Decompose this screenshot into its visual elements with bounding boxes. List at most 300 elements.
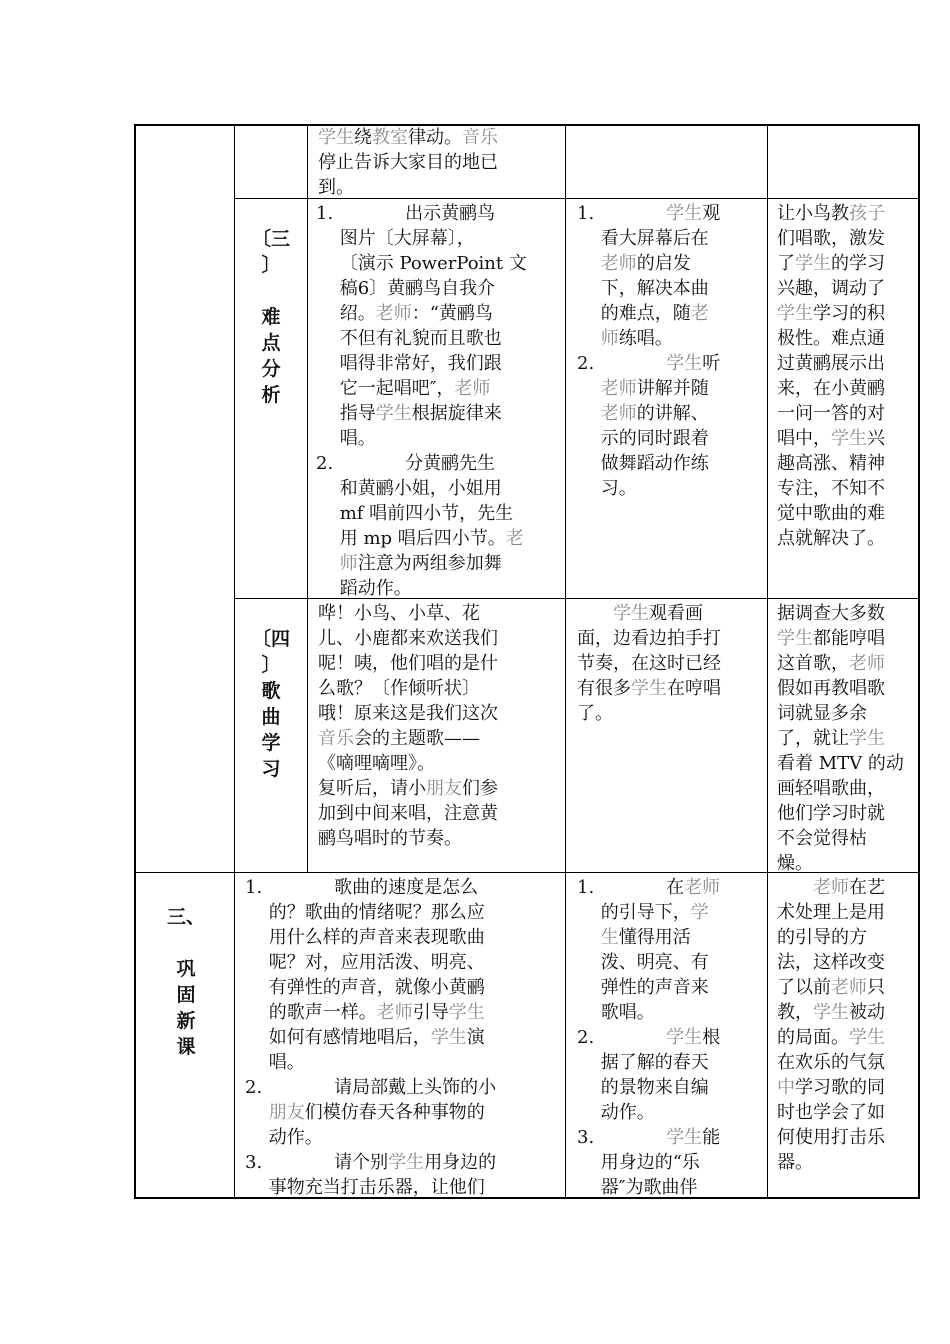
cell-line [777,426,917,451]
text-run: 的局面。 [777,1027,849,1048]
text-run: 观 [702,203,721,224]
cell-line [777,1150,917,1175]
text-run: 演 [466,1027,485,1048]
cell-line [577,900,765,925]
cell-line [577,426,765,451]
text-run: 图片〔大屏幕〕， [316,228,475,249]
row3-intent-cell [777,601,917,876]
text-run: 1. 歌曲的速度是怎么 [245,877,479,898]
cell-line [316,476,562,501]
cell-line [245,925,563,950]
divider-student-intent [767,124,768,1198]
highlighted-term: 老师 [376,1002,413,1023]
text-run: 有很多 [577,678,631,699]
text-run: 唱得非常好，我们跟 [316,353,502,374]
cell-line [777,501,917,526]
cell-line [577,326,765,351]
cell-line [577,1050,765,1075]
highlighted-term: 学生 [777,628,813,649]
text-run: 的引导下， [577,902,691,923]
highlighted-term: 老师 [375,303,412,324]
cell-line [245,1175,563,1200]
section-label-char: 课 [176,1036,196,1058]
text-run: 引导 [412,1002,449,1023]
text-run [577,927,601,948]
text-run: 燥。 [777,853,813,874]
text-run: 〔演示 PowerPoint 文 [316,253,527,274]
text-run: 们模仿春天各种事物的 [304,1102,485,1123]
cell-line [245,900,563,925]
cell-line [577,226,765,251]
text-run: 被动 [849,1002,885,1023]
text-run: 这首歌， [777,653,849,674]
highlighted-term: 学生 [666,353,703,374]
cell-line [777,1100,917,1125]
text-run: 习。 [577,478,637,499]
text-run: 3. [577,1127,667,1148]
text-run: 学习歌的同 [795,1077,885,1098]
text-run: 绕 [354,127,372,148]
text-run: 的歌声一样。 [245,1002,377,1023]
cell-line [577,1000,765,1025]
text-run: 观看画 [649,603,703,624]
table-border-left [134,124,136,1198]
text-run: 用身边的 [424,1152,497,1173]
text-run: 在哼唱 [667,678,721,699]
cell-line [777,476,917,501]
highlighted-term: 音乐 [318,728,354,749]
highlighted-term: 学生 [666,203,703,224]
text-run: 时也学会了如 [777,1102,885,1123]
text-run: 2. [577,1027,667,1048]
cell-line [577,376,765,401]
text-run: 注意为两组参加舞 [357,553,502,574]
text-run: 的学习 [831,253,885,274]
highlighted-term: 老师 [813,877,849,898]
text-run: 法，这样改变 [777,952,885,973]
highlighted-term: 中 [777,1077,795,1098]
cell-line [245,975,563,1000]
row2-student-cell [577,201,765,501]
text-run: 器。 [777,1152,813,1173]
text-run: 哗！小鸟、小草、花 [318,603,480,624]
text-run: 据调查大多数 [777,603,885,624]
section-label-char: 点 [261,332,281,354]
highlighted-term: 老师 [849,653,885,674]
row2-section-label [240,226,302,408]
cell-line [777,626,917,651]
cell-line [777,526,917,551]
cell-line [577,476,765,501]
cell-line [777,401,917,426]
text-run: 在艺 [849,877,885,898]
text-run: 觉中歌曲的难 [777,503,885,524]
cell-line [777,851,917,876]
cell-line [316,551,562,576]
highlighted-term: 学生 [388,1152,425,1173]
text-run: 它一起唱吧″， [316,378,455,399]
cell-line [577,601,765,626]
highlighted-term: 师 [600,328,619,349]
text-run: 稿6〕黄鹂鸟自我介 [316,278,496,299]
cell-line [777,601,917,626]
cell-line [316,301,562,326]
section-label-char: 〔三 [251,228,290,250]
cell-line [577,401,765,426]
cell-line [777,751,917,776]
text-run: 2. 分黄鹂先生 [316,453,496,474]
cell-line [777,925,917,950]
section-label-char: 巩 [176,958,196,980]
text-run: 绍。 [316,303,376,324]
text-run: 只 [867,977,885,998]
cell-line [577,1175,765,1200]
section-label-char: 〔四 [251,628,290,650]
text-run [577,253,601,274]
text-run: 哦！原来这是我们这次 [318,703,498,724]
cell-line [245,1100,563,1125]
highlighted-term: 老师 [600,378,637,399]
cell-line [245,1025,563,1050]
highlighted-term: 老师 [600,403,637,424]
text-run: 假如再教唱歌 [777,678,885,699]
text-run: 何使用打击乐 [777,1127,885,1148]
highlighted-term: 老 [690,303,709,324]
text-run: 《嘀哩嘀哩》。 [318,753,435,774]
text-run: 专注，不知不 [777,478,885,499]
cell-line [316,451,562,476]
cell-line [577,301,765,326]
cell-line [318,801,562,826]
section-label-char: 歌 [261,680,281,702]
text-run [577,603,613,624]
highlighted-term: 学生 [813,1002,849,1023]
text-run: 趣高涨、精神 [777,453,885,474]
row3-teacher-cell [318,601,562,851]
text-run: 停止告诉大家目的地已 [318,152,498,173]
cell-line [318,125,562,150]
cell-line [777,1000,917,1025]
table-border-right [918,124,920,1198]
cell-line [577,276,765,301]
cell-line [245,1125,563,1150]
text-run: 练唱。 [618,328,673,349]
highlighted-term: 朋友 [426,778,462,799]
text-run: 唱。 [245,1052,305,1073]
highlighted-term: 学生 [375,403,412,424]
text-run: 指导 [316,403,376,424]
text-run: 画轻唱歌曲， [777,778,885,799]
cell-line [577,1100,765,1125]
highlighted-term: 学生 [666,1127,703,1148]
text-run: 点就解决了。 [777,528,885,549]
text-run: 呢？对，应用活泼、明亮、 [245,952,485,973]
cell-line [318,651,562,676]
section-label-char: 固 [176,984,196,1006]
text-run: 2. 请局部戴上头饰的小 [245,1077,497,1098]
text-run: 动作。 [245,1127,323,1148]
cell-line [316,276,562,301]
text-run: 唱。 [316,428,376,449]
cell-line [316,351,562,376]
cell-line [245,1050,563,1075]
highlighted-term: 学生 [631,678,667,699]
cell-line [245,1000,563,1025]
highlighted-term: 朋友 [268,1102,305,1123]
highlighted-term: 老师 [454,378,491,399]
text-run: 鹂鸟唱时的节奏。 [318,828,462,849]
cell-line [777,251,917,276]
cell-line [777,1050,917,1075]
cell-line [777,801,917,826]
highlighted-term: 学生 [448,1002,485,1023]
highlighted-term: 生 [600,927,619,948]
text-run [777,877,813,898]
text-run: 和黄鹂小姐，小姐用 [316,478,502,499]
highlighted-term: 学生 [666,1027,703,1048]
section-label-char: 分 [261,358,281,380]
cell-line [316,326,562,351]
text-run: mf 唱前四小节，先生 [316,503,514,524]
cell-line [577,950,765,975]
highlighted-term: 老师 [684,877,721,898]
text-run: 的引导的方 [777,927,867,948]
text-run: 学习的积 [813,303,885,324]
row3-section-label [240,626,302,782]
cell-line [245,1075,563,1100]
cell-line [777,726,917,751]
cell-line [318,701,562,726]
section-label-char [240,278,302,304]
cell-line [777,276,917,301]
text-run: 了以前 [777,977,831,998]
highlighted-term: 学生 [430,1027,467,1048]
cell-line [245,1150,563,1175]
cell-line [316,376,562,401]
text-run: 根 [702,1027,721,1048]
cell-line [777,1025,917,1050]
text-run: 都能哼唱 [813,628,885,649]
row2-teacher-cell [316,201,562,601]
section-label-char: 学 [261,732,281,754]
cell-line [577,1150,765,1175]
section-label-char [146,930,226,956]
highlighted-term: 学生 [613,603,649,624]
cell-line [318,751,562,776]
cell-line [777,651,917,676]
text-run: 词就显多余 [777,703,867,724]
text-run: 们参 [462,778,498,799]
cell-line [577,351,765,376]
text-run: 过黄鹂展示出 [777,353,885,374]
highlighted-term: 老师 [831,977,867,998]
text-run: 有弹性的声音，就像小黄鹂 [245,977,485,998]
cell-line [316,401,562,426]
section-label-char: 新 [176,1010,196,1032]
row4-intent-cell [777,875,917,1175]
text-run: 能 [702,1127,721,1148]
text-run: 不但有礼貌而且歌也 [316,328,502,349]
text-run: 不会觉得枯 [777,828,867,849]
row4-student-cell [577,875,765,1200]
text-run: 极性。难点通 [777,328,885,349]
text-run: 用身边的“乐 [577,1152,700,1173]
text-run [577,378,601,399]
text-run: 1. [577,203,667,224]
cell-line [777,326,917,351]
cell-line [318,826,562,851]
cell-line [318,150,562,175]
section-label-char: 三、 [166,906,205,928]
text-run: 了 [777,253,795,274]
row4-teacher-cell [245,875,563,1200]
text-run: 复听后，请小 [318,778,426,799]
cell-line [577,875,765,900]
cell-line [318,626,562,651]
section-label-char: 习 [261,758,281,780]
section-label-char: 析 [261,384,281,406]
highlighted-term: 孩子 [849,203,885,224]
cell-line [316,251,562,276]
text-run: 事物充当打击乐器，让他们 [245,1177,485,1198]
cell-line [316,426,562,451]
cell-line [777,201,917,226]
cell-line [577,1125,765,1150]
cell-line [316,526,562,551]
text-run: 弹性的声音来 [577,977,709,998]
text-run: 教， [777,1002,813,1023]
text-run: 泼、明亮、有 [577,952,709,973]
text-run: 在欢乐的气氛 [777,1052,885,1073]
cell-line [777,875,917,900]
text-run: 了。 [577,703,613,724]
cell-line [777,975,917,1000]
highlighted-term: 教室 [372,127,408,148]
cell-line [777,451,917,476]
highlighted-term: 老 [505,528,524,549]
text-run: 用什么样的声音来表现歌曲 [245,927,485,948]
section-label-char: 〕 [261,654,281,676]
highlighted-term: 学生 [318,127,354,148]
row1-teacher-cell [318,125,562,200]
divider-sub-label [307,124,308,872]
highlighted-term: 师 [339,553,358,574]
cell-line [577,451,765,476]
text-run: 的景物来自编 [577,1077,709,1098]
row4-section-label [146,904,226,1060]
text-run: 他们学习时就 [777,803,885,824]
text-run: 让小鸟教 [777,203,849,224]
text-run [577,403,601,424]
cell-line [318,601,562,626]
cell-line [577,1075,765,1100]
text-run: 歌唱。 [577,1002,655,1023]
text-run: 了，就让 [777,728,849,749]
text-run: 唱中， [777,428,831,449]
text-run: 面，边看边拍手打 [577,628,721,649]
section-label-char: 曲 [261,706,281,728]
cell-line [777,701,917,726]
text-run: 来，在小黄鹂 [777,378,885,399]
text-run: 一问一答的对 [777,403,885,424]
text-run: 蹈动作。 [316,578,412,599]
cell-line [777,900,917,925]
text-run: 下，解决本曲 [577,278,709,299]
text-run: 听 [702,353,721,374]
text-run: 的启发 [636,253,691,274]
highlighted-term: 学生 [777,303,813,324]
text-run: 做舞蹈动作练 [577,453,709,474]
cell-line [777,376,917,401]
cell-line [316,226,562,251]
cell-line [316,501,562,526]
text-run: 1. 出示黄鹂鸟 [316,203,496,224]
text-run: 懂得用活 [618,927,691,948]
text-run: ：“黄鹂鸟 [411,303,493,324]
text-run: 兴趣，调动了 [777,278,885,299]
cell-line [577,975,765,1000]
cell-line [316,576,562,601]
cell-line [245,950,563,975]
highlighted-term: 老师 [600,253,637,274]
text-run: 看着 MTV 的动 [777,753,904,774]
cell-line [318,776,562,801]
text-run: 的讲解、 [636,403,709,424]
cell-line [318,676,562,701]
highlighted-term: 学生 [795,253,831,274]
row3-student-cell [577,601,765,726]
cell-line [577,251,765,276]
text-run: 据了解的春天 [577,1052,709,1073]
text-run: 如何有感情地唱后， [245,1027,431,1048]
text-run: 们唱歌，激发 [777,228,885,249]
text-run: 1. 在 [577,877,685,898]
text-run: 动作。 [577,1102,655,1123]
text-run: 器″为歌曲伴 [577,1177,698,1198]
cell-line [777,826,917,851]
text-run [316,553,340,574]
text-run: 律动。 [408,127,462,148]
cell-line [577,201,765,226]
section-label-char: 难 [261,306,281,328]
cell-line [577,1025,765,1050]
highlighted-term: 学生 [831,428,867,449]
cell-line [777,776,917,801]
highlighted-term: 音乐 [462,127,498,148]
cell-line [777,1125,917,1150]
cell-line [318,175,562,200]
cell-line [777,676,917,701]
cell-line [777,226,917,251]
text-run: 么歌？〔作倾听状〕 [318,678,480,699]
cell-line [316,201,562,226]
text-run: 术处理上是用 [777,902,885,923]
section-label-char: 〕 [261,254,281,276]
cell-line [577,701,765,726]
cell-line [577,676,765,701]
text-run: 的？歌曲的情绪呢？那么应 [245,902,485,923]
text-run: 用 mp 唱后四小节。 [316,528,506,549]
cell-line [245,875,563,900]
text-run: 加到中间来唱，注意黄 [318,803,498,824]
divider-major-section [234,124,235,1198]
text-run: 3. 请个别 [245,1152,389,1173]
text-run: 示的同时跟着 [577,428,709,449]
divider-teacher-student [565,124,566,1198]
text-run: 2. [577,353,667,374]
text-run: 讲解并随 [636,378,709,399]
text-run: 儿、小鹿都来欢送我们 [318,628,498,649]
